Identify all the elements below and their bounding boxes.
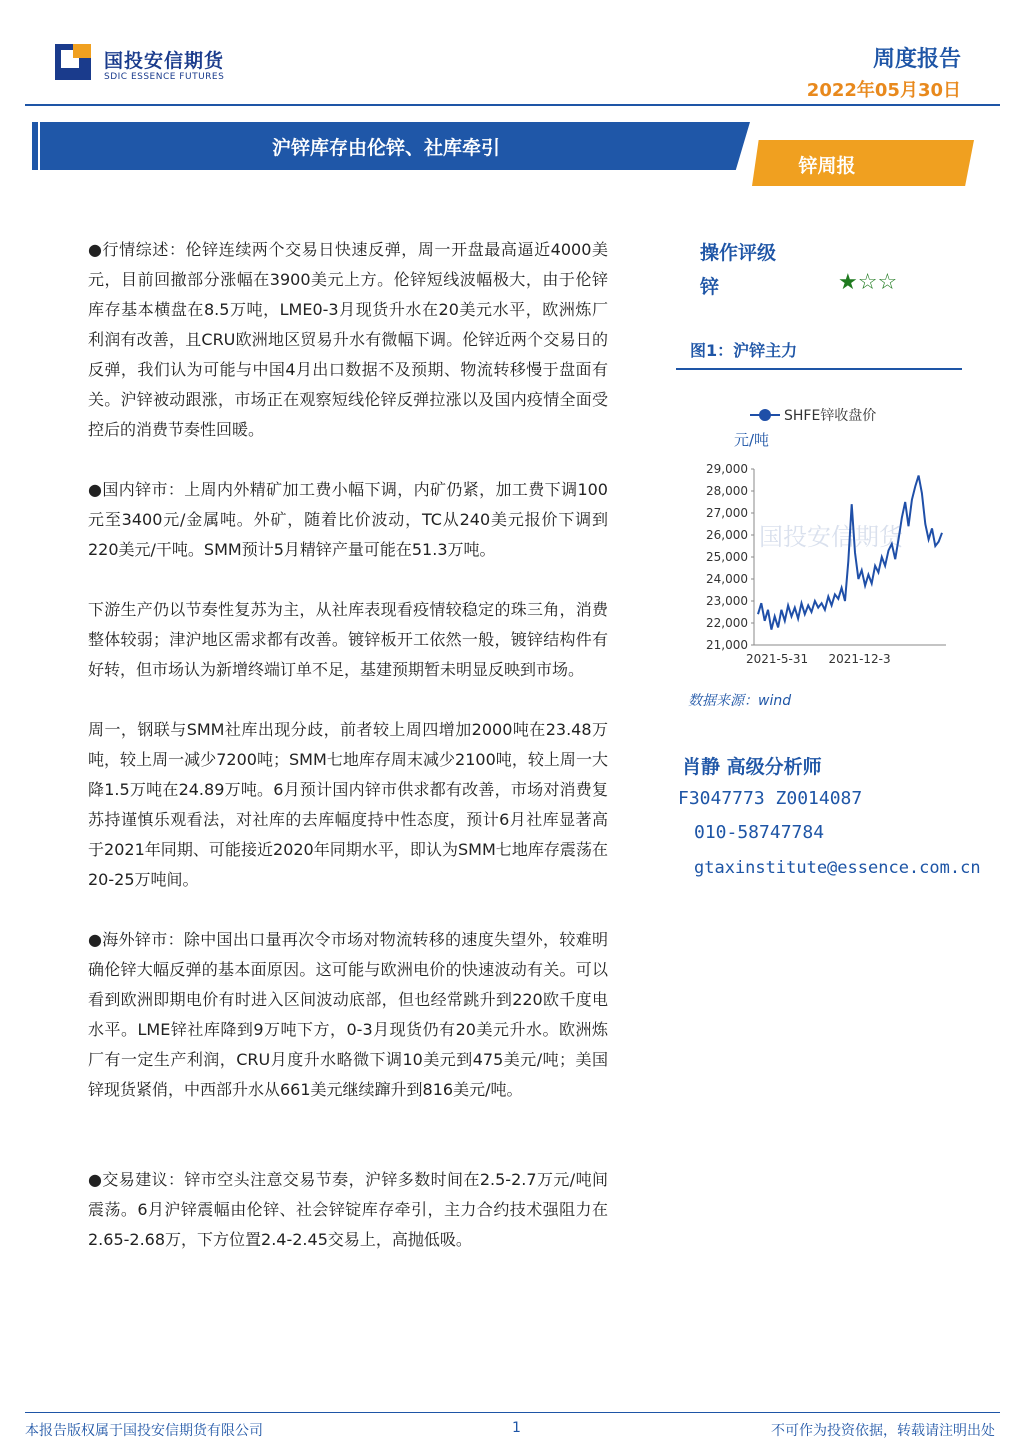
paragraph-domestic-market: ●国内锌市：上周内外精矿加工费小幅下调，内矿仍紧，加工费下调100元至3400元/金属吨。外矿，随着比价波动，TC从240美元报价下调到220美元/干吨。SMM预计5月精锌产量可能在51.3万吨。 bbox=[88, 480, 608, 559]
zinc-price-chart bbox=[676, 395, 966, 680]
y-tick-label: 23,000 bbox=[706, 594, 748, 608]
banner-accent bbox=[32, 122, 38, 170]
report-type: 周度报告 bbox=[872, 47, 961, 72]
figure-divider bbox=[676, 368, 962, 370]
paragraph-inventory: 周一，钢联与SMM社库出现分歧，前者较上周四增加2000吨在23.48万吨，较上周一减少7200吨；SMM七地库存周末减少2100吨，较上周一大降1.5万吨在24.89万吨。6月预计国内锌市供求都有改善，市场对消费复苏持谨慎乐观看法，对社库的去库幅度持中性态度，预计6月社库显著高于2021年同期、可能接近2020年同期水平，即认为SMM七地库存震荡在20-25万吨间。 bbox=[88, 720, 608, 889]
paragraph-overseas-market: ●海外锌市：除中国出口量再次令市场对物流转移的速度失望外，较难明确伦锌大幅反弹的基本面原因。这可能与欧洲电价的快速波动有关。可以看到欧洲即期电价有时进入区间波动底部，但也经常跳升到220欧千度电水平。LME锌社库降到9万吨下方，0-3月现货仍有20美元升水。欧洲炼厂有一定生产利润，CRU月度升水略微下调10美元到475美元/吨；美国锌现货紧俏，中西部升水从661美元继续蹿升到816美元/吨。 bbox=[88, 930, 608, 1099]
paragraph-market-summary: ●行情综述：伦锌连续两个交易日快速反弹，周一开盘最高逼近4000美元，目前回撤部分涨幅在3900美元上方。伦锌短线波幅极大，由于伦锌库存基本横盘在8.5万吨，LME0-3月现货升水在20美元水平，欧洲炼厂利润有改善，且CRU欧洲地区贸易升水有微幅下调。伦锌近两个交易日的反弹，我们认为可能与中国4月出口数据不及预期、物流转移慢于盘面有关。沪锌被动跟涨，市场正在观察短线伦锌反弹拉涨以及国内疫情全面受控后的消费节奏性回暖。 bbox=[88, 240, 608, 439]
figure-title: 图1：沪锌主力 bbox=[690, 341, 798, 360]
y-tick-label: 26,000 bbox=[706, 528, 748, 542]
x-tick-label: 2021-5-31 bbox=[745, 652, 809, 666]
x-tick-label: 2021-12-3 bbox=[828, 652, 891, 666]
analyst-phone: 010-58747784 bbox=[694, 822, 825, 843]
paragraph-trading-advice: ●交易建议：锌市空头注意交易节奏，沪锌多数时间在2.5-2.7万元/吨间震荡。6月沪锌震幅由伦锌、社会锌锭库存牵引，主力合约技术强阻力在2.65-2.68万，下方位置2.4-2.45交易上，高抛低吸。 bbox=[88, 1170, 608, 1249]
analyst-name: 肖静 高级分析师 bbox=[682, 756, 822, 778]
footer-copyright: 本报告版权属于国投安信期货有限公司 bbox=[25, 1423, 263, 1439]
y-tick-label: 25,000 bbox=[706, 550, 748, 564]
rating-commodity: 锌 bbox=[700, 276, 720, 298]
data-source: 数据来源：wind bbox=[688, 693, 792, 709]
rating-stars-icon: ★☆☆ bbox=[838, 270, 898, 295]
logo-chinese-name: 国投安信期货 bbox=[104, 50, 225, 72]
chart-legend bbox=[750, 407, 876, 424]
legend-label: SHFE锌收盘价 bbox=[784, 408, 877, 424]
y-tick-label: 28,000 bbox=[706, 484, 748, 498]
legend-marker bbox=[759, 409, 771, 421]
y-tick-label: 22,000 bbox=[706, 616, 748, 630]
logo-english-name: SDIC ESSENCE FUTURES bbox=[104, 72, 225, 82]
header-divider bbox=[25, 104, 1000, 106]
footer-divider bbox=[25, 1412, 1000, 1413]
report-category: 锌周报 bbox=[798, 155, 856, 177]
company-logo-icon bbox=[55, 44, 91, 80]
footer-disclaimer: 不可作为投资依据，转载请注明出处 bbox=[771, 1423, 995, 1439]
analyst-email[interactable]: gtaxinstitute@essence.com.cn bbox=[694, 858, 981, 878]
paragraph-downstream: 下游生产仍以节奏性复苏为主，从社库表现看疫情较稳定的珠三角，消费整体较弱；津沪地区需求都有改善。镀锌板开工依然一般，镀锌结构件有好转，但市场认为新增终端订单不足，基建预期暂未明显反映到市场。 bbox=[88, 600, 608, 679]
chart-svg bbox=[676, 395, 966, 680]
y-tick-label: 29,000 bbox=[706, 462, 748, 476]
analyst-cert: F3047773 Z0014087 bbox=[678, 788, 863, 809]
y-tick-label: 24,000 bbox=[706, 572, 748, 586]
rating-heading: 操作评级 bbox=[700, 242, 777, 264]
chart-watermark: 国投安信期货 bbox=[759, 523, 903, 551]
report-date: 2022年05月30日 bbox=[806, 80, 961, 101]
y-tick-label: 27,000 bbox=[706, 506, 748, 520]
y-tick-label: 21,000 bbox=[706, 638, 748, 652]
series-line-shfe-zinc bbox=[758, 476, 942, 630]
chart-unit-label: 元/吨 bbox=[734, 431, 770, 449]
page-number: 1 bbox=[512, 1420, 521, 1436]
report-title: 沪锌库存由伦锌、社库牵引 bbox=[272, 137, 501, 159]
